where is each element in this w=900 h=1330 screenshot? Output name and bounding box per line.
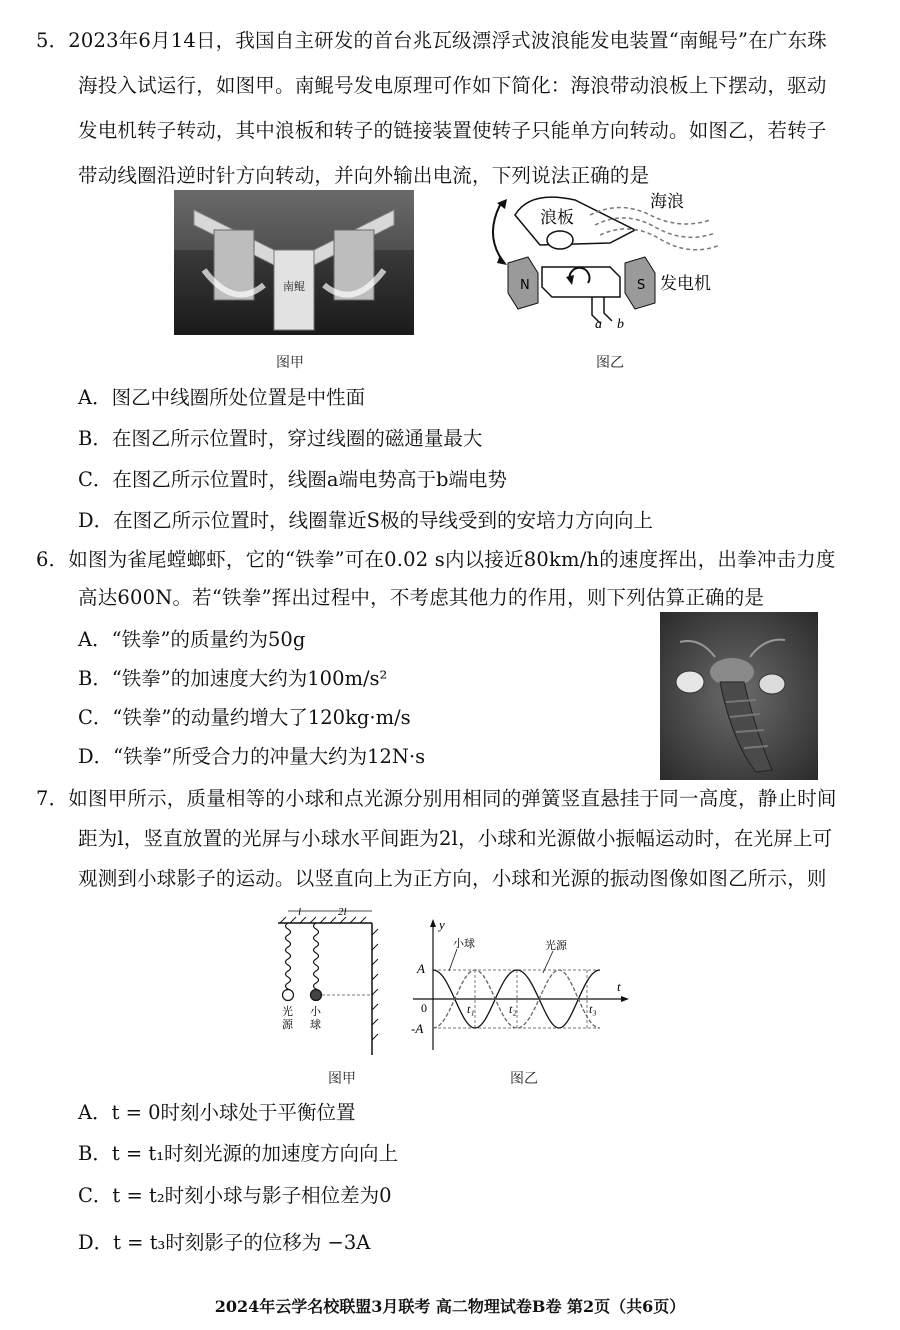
q5-option-d: D．在图乙所示位置时，线圈靠近S极的导线受到的安培力方向向上 bbox=[78, 509, 653, 532]
generator-diagram bbox=[480, 185, 730, 335]
q7-option-d: D．t = t₃时刻影子的位移为 −3A bbox=[78, 1231, 371, 1254]
q5-fig-jia-caption: 图甲 bbox=[276, 355, 304, 371]
generator-label: 发电机 bbox=[660, 274, 711, 294]
neg-amplitude-label: -A bbox=[411, 1021, 424, 1036]
vibration-graph bbox=[405, 915, 635, 1055]
q6-option-d: D．“铁拳”所受合力的冲量大约为12N·s bbox=[78, 745, 426, 768]
q7-option-b: B．t = t₁时刻光源的加速度方向向上 bbox=[78, 1142, 399, 1165]
wave-label: 海浪 bbox=[650, 192, 684, 212]
q7-option-c: C．t = t₂时刻小球与影子相位差为0 bbox=[78, 1184, 392, 1207]
t3-label: t₃ bbox=[589, 1002, 597, 1016]
q7-line-1: 7．如图甲所示，质量相等的小球和点光源分别用相同的弹簧竖直悬挂于同一高度，静止时间 bbox=[36, 787, 837, 810]
q6-line-2: 高达600N。若“铁拳”挥出过程中，不考虑其他力的作用，则下列估算正确的是 bbox=[78, 586, 765, 609]
terminal-b: b bbox=[617, 317, 624, 332]
q5-line-3: 发电机转子转动，其中浪板和转子的链接装置使转子只能单方向转动。如图乙，若转子 bbox=[78, 119, 827, 142]
q7-fig-yi-caption: 图乙 bbox=[510, 1071, 538, 1087]
q6-line-1: 6．如图为雀尾螳螂虾，它的“铁拳”可在0.02 s内以接近80km/h的速度挥出，出拳冲击力度 bbox=[36, 548, 836, 571]
ship-photo bbox=[174, 190, 414, 335]
dist-l-label: l bbox=[298, 906, 302, 918]
q5-line-1: 5．2023年6月14日，我国自主研发的首台兆瓦级漂浮式波浪能发电装置“南鲲号”在广东珠 bbox=[36, 29, 827, 52]
q5-line-2: 海投入试运行，如图甲。南鲲号发电原理可作如下简化：海浪带动浪板上下摆动，驱动 bbox=[78, 74, 827, 97]
terminal-a: a bbox=[595, 317, 602, 332]
t2-label: t₂ bbox=[509, 1002, 517, 1016]
q5-option-b: B．在图乙所示位置时，穿过线圈的磁通量最大 bbox=[78, 427, 483, 450]
mantis-shrimp-photo bbox=[660, 612, 818, 780]
t1-label: t₁ bbox=[467, 1002, 475, 1016]
south-pole-label: S bbox=[637, 278, 646, 293]
q7-fig-jia-caption: 图甲 bbox=[328, 1071, 356, 1087]
origin-label: 0 bbox=[421, 1001, 427, 1015]
q5-line-4: 带动线圈沿逆时针方向转动，并向外输出电流，下列说法正确的是 bbox=[78, 164, 650, 187]
light-source-label: 光源 bbox=[282, 1005, 293, 1031]
q5-option-a: A．图乙中线圈所处位置是中性面 bbox=[78, 386, 366, 409]
light-curve-label: 光源 bbox=[545, 939, 567, 952]
q7-line-2: 距为l，竖直放置的光屏与小球水平间距为2l，小球和光源做小振幅运动时，在光屏上可 bbox=[78, 827, 833, 850]
board-label: 浪板 bbox=[540, 208, 574, 228]
q7-line-3: 观测到小球影子的运动。以竖直向上为正方向，小球和光源的振动图像如图乙所示，则 bbox=[78, 867, 827, 890]
ball-curve-label: 小球 bbox=[453, 937, 475, 950]
q5-option-c: C．在图乙所示位置时，线圈a端电势高于b端电势 bbox=[78, 468, 508, 491]
y-axis-label: y bbox=[439, 917, 445, 932]
spring-setup-diagram bbox=[268, 905, 383, 1060]
dist-2l-label: 2l bbox=[338, 906, 347, 918]
north-pole-label: N bbox=[520, 278, 530, 293]
q6-option-b: B．“铁拳”的加速度大约为100m/s² bbox=[78, 667, 388, 690]
page-footer: 2024年云学名校联盟3月联考 高二物理试卷B卷 第2页（共6页） bbox=[214, 1297, 686, 1316]
t-axis-label: t bbox=[617, 979, 621, 994]
ball-label: 小球 bbox=[310, 1005, 321, 1031]
q5-fig-yi-caption: 图乙 bbox=[596, 355, 624, 371]
q7-option-a: A．t = 0时刻小球处于平衡位置 bbox=[78, 1101, 356, 1124]
ship-mark: 南鲲 bbox=[283, 280, 305, 293]
q6-option-c: C．“铁拳”的动量约增大了120kg·m/s bbox=[78, 706, 411, 729]
q6-option-a: A．“铁拳”的质量约为50g bbox=[78, 628, 306, 651]
amplitude-label: A bbox=[417, 961, 425, 976]
